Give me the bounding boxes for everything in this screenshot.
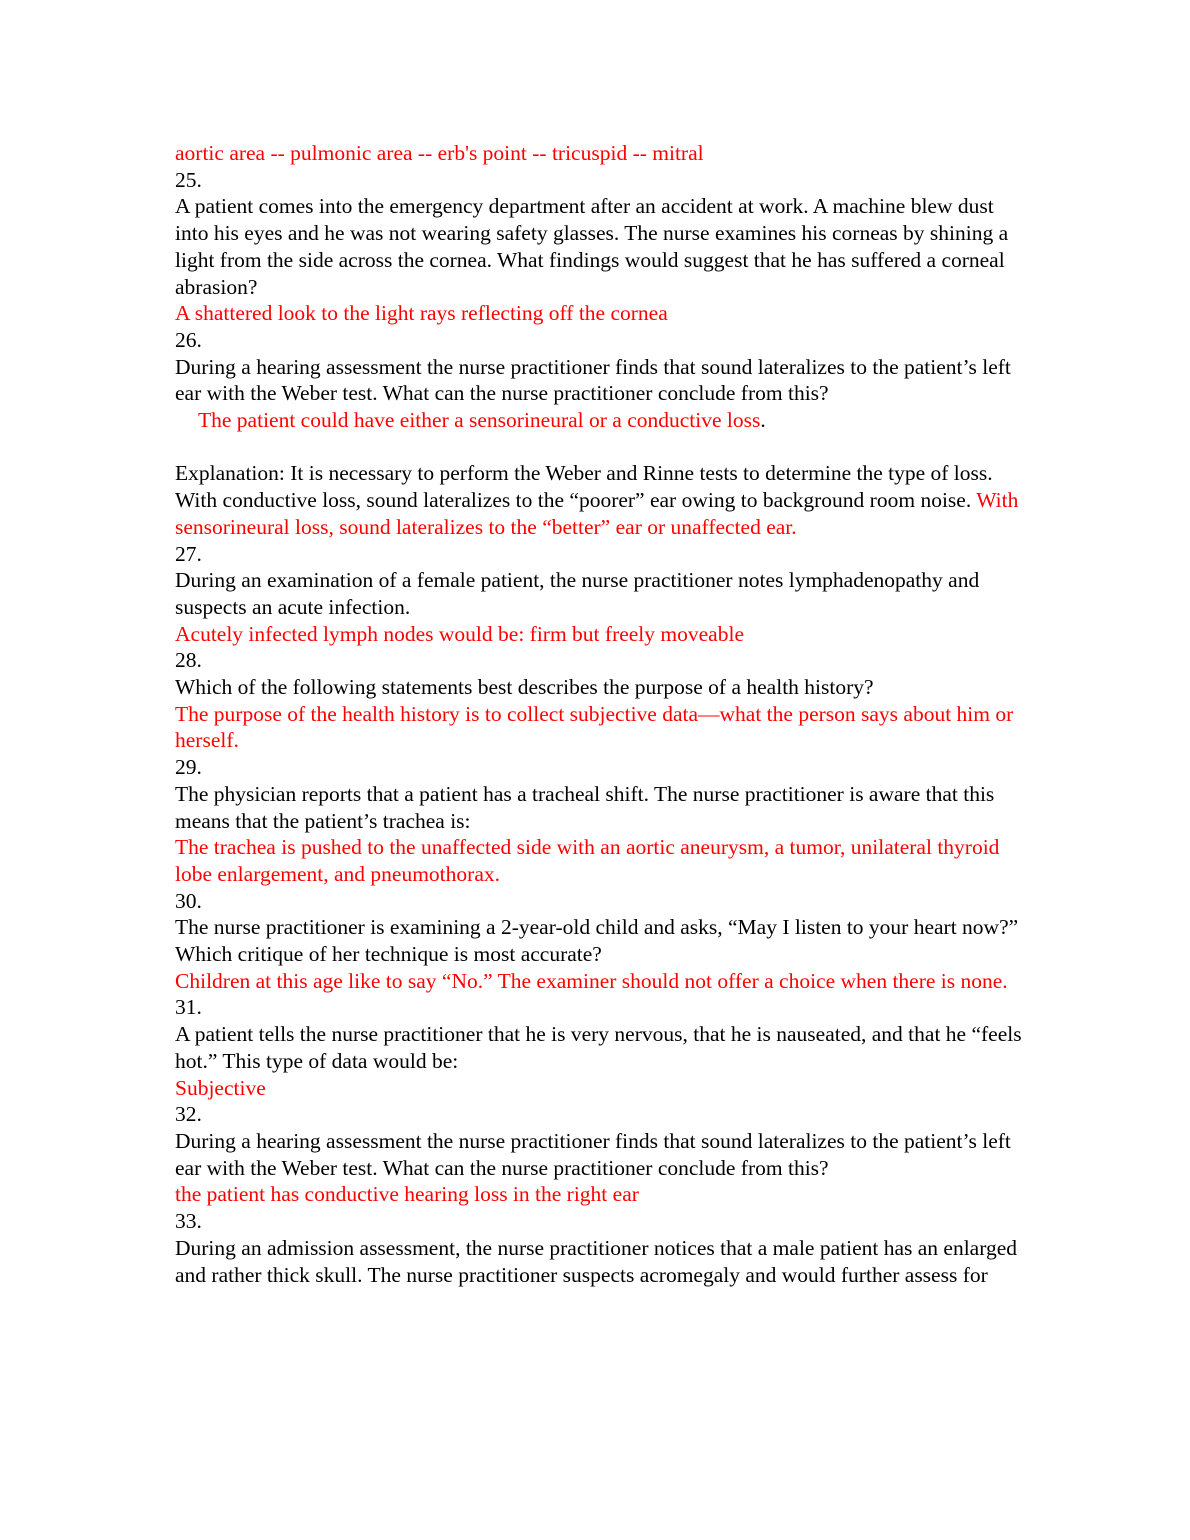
question-text: The physician reports that a patient has a tracheal shift. The nurse practitioner is aware that this means that the patient’s trachea is: [175, 781, 995, 833]
answer-text: the patient has conductive hearing loss in the right ear [175, 1182, 639, 1207]
answer-text: Children at this age like to say “No.” The examiner should not offer a choice when there is none. [175, 968, 1008, 993]
question-number: 26. [175, 327, 202, 352]
question-text: During a hearing assessment the nurse practitioner finds that sound lateralizes to the patient’s left ear with the Weber test. What can the nurse practitioner conclude from this? [175, 1129, 1011, 1180]
answer-text: Subjective [175, 1075, 266, 1100]
question-number: 25. [175, 167, 202, 192]
blank-line [175, 434, 1025, 461]
answer-period: . [760, 408, 766, 433]
question-text: A patient comes into the emergency department after an accident at work. A machine blew dust into his eyes and he was not wearing safety glasses. The nurse examines his corneas by shining a light from the side across the cornea. What findings would suggest that he has suffered a corneal abrasion? [175, 194, 1009, 299]
question-number: 27. [175, 541, 202, 566]
question-number: 32. [175, 1102, 202, 1127]
explanation [175, 460, 1025, 540]
answer-text: The purpose of the health history is to collect subjective data—what the person says about him or herself. [175, 701, 1014, 753]
question-text: The nurse practitioner is examining a 2-year-old child and asks, “May I listen to your heart now?” Which critique of her technique is most accurate? [175, 915, 1019, 967]
question-number: 31. [175, 995, 202, 1020]
explanation-text: Explanation: It is necessary to perform the Weber and Rinne tests to determine the type of loss. With conductive loss, sound lateralizes to the “poorer” ear owing to background room noise. [175, 461, 993, 513]
question-number: 33. [175, 1209, 202, 1234]
question-text: Which of the following statements best describes the purpose of a health history? [175, 675, 874, 700]
answer-text: A shattered look to the light rays reflecting off the cornea [175, 301, 668, 326]
question-number: 29. [175, 755, 202, 780]
question-text: A patient tells the nurse practitioner that he is very nervous, that he is nauseated, and that he “feels hot.” This type of data would be: [175, 1022, 1022, 1073]
answer-text: The patient could have either a sensorineural or a conductive loss [198, 408, 761, 433]
question-text: During an examination of a female patient, the nurse practitioner notes lymphadenopathy and suspects an acute infection. [175, 568, 980, 619]
question-text: During a hearing assessment the nurse practitioner finds that sound lateralizes to the patient’s left ear with the Weber test. What can the nurse practitioner conclude from this? [175, 354, 1011, 406]
question-text: During an admission assessment, the nurse practitioner notices that a male patient has an enlarged and rather thick skull. The nurse practitioner suspects acromegaly and would further assess for [175, 1235, 1018, 1287]
answer-24: aortic area -- pulmonic area -- erb's point -- tricuspid -- mitral [175, 141, 704, 165]
explanation-highlight: With sensorineural loss, sound lateralizes to the “better” ear or unaffected ear. [175, 488, 1019, 539]
answer-text: Acutely infected lymph nodes would be: firm but freely moveable [175, 621, 744, 646]
document-page [175, 140, 1025, 1288]
question-number: 28. [175, 648, 202, 673]
question-number: 30. [175, 888, 202, 913]
answer-line [175, 407, 1025, 434]
answer-text: The trachea is pushed to the unaffected side with an aortic aneurysm, a tumor, unilateral thyroid lobe enlargement, and pneumothorax. [175, 835, 1000, 886]
